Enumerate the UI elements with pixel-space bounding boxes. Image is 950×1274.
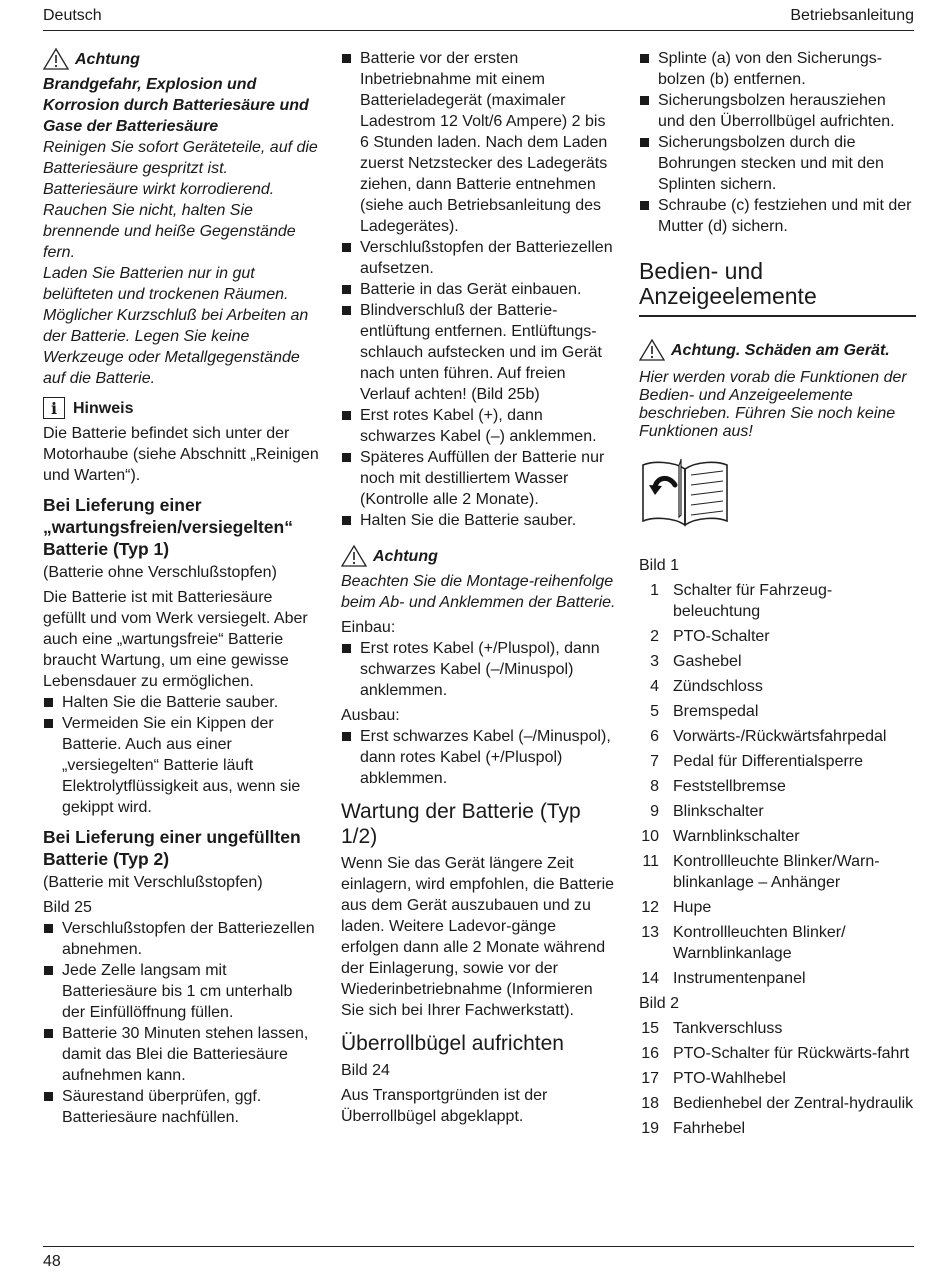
- typ1-text: Die Batterie ist mit Batteriesäure gefüllt und vom Werk versiegelt. Aber auch eine „wartungsfreie“ Batterie braucht Wartung, um eine gewisse Lebensdauer zu ermöglichen.: [43, 589, 308, 690]
- item-number: 6: [650, 728, 659, 745]
- list-item: [639, 1068, 916, 1089]
- section-heading-wartung: Wartung der Batterie (Typ 1/2): [341, 800, 581, 848]
- list-item: Halten Sie die Batterie sauber.: [341, 510, 618, 531]
- list-item: [639, 922, 916, 964]
- list-item: [639, 1093, 916, 1114]
- section-heading-bedien: Bedien- und Anzeigeelemente: [639, 259, 916, 317]
- list-item: [639, 826, 916, 847]
- header-doc-title: Betriebsanleitung: [790, 7, 914, 24]
- figure-reference: Bild 2: [639, 995, 680, 1012]
- column-2: [341, 48, 618, 1127]
- section-heading-ueberroll: Überrollbügel aufrichten: [341, 1032, 564, 1055]
- note-text: Die Batterie befindet sich unter der Motorhaube (siehe Abschnitt „Reinigen und Warten“).: [43, 425, 319, 484]
- list-item: [639, 651, 916, 672]
- item-text: Schalter für Fahrzeug-beleuchtung: [673, 582, 833, 620]
- item-text: Instrumentenpanel: [673, 970, 806, 987]
- item-number: 5: [650, 703, 659, 720]
- warning-heading: [43, 48, 319, 70]
- item-number: 2: [650, 628, 659, 645]
- warning-triangle-icon: [341, 545, 367, 567]
- item-text: Kontrollleuchte Blinker/Warn-blinkanlage – Anhänger: [673, 853, 880, 891]
- list-item: [639, 968, 916, 989]
- warning-paragraph: Reinigen Sie sofort Geräteteile, auf die Batteriesäure gespritzt ist. Batteriesäure wirkt korrodierend.: [43, 139, 318, 198]
- item-number: 9: [650, 803, 659, 820]
- item-text: Bremspedal: [673, 703, 759, 720]
- list-item: Verschlußstopfen der Batteriezellen abnehmen.: [43, 918, 319, 960]
- warning-triangle-icon: [639, 339, 665, 361]
- list-item: Sicherungsbolzen herausziehen und den Überrollbügel aufrichten.: [639, 90, 916, 132]
- item-number: 19: [641, 1120, 659, 1137]
- footer-rule: [43, 1246, 914, 1247]
- list-item: [639, 1018, 916, 1039]
- list-item: Halten Sie die Batterie sauber.: [43, 692, 319, 713]
- item-text: Vorwärts-/Rückwärtsfahrpedal: [673, 728, 887, 745]
- header-language: Deutsch: [43, 7, 102, 24]
- warning-paragraph: Rauchen Sie nicht, halten Sie brennende und heiße Gegenstände fern.: [43, 202, 296, 261]
- note-heading: [43, 397, 319, 419]
- item-text: Blinkschalter: [673, 803, 764, 820]
- wartung-text: Wenn Sie das Gerät längere Zeit einlagern, wird empfohlen, die Batterie aus dem Gerät auszubauen und zu laden. Weitere Ladevor-gänge erfolgen dann alle 2 Monate während der Einlagerung, sowie vor der Wiederinbetriebnahme (Informieren Sie sich bei Ihrer Fachwerkstatt).: [341, 855, 615, 1019]
- ueberroll-text: Aus Transportgründen ist der Überrollbügel abgeklappt.: [341, 1087, 548, 1125]
- list-item: [639, 580, 916, 622]
- legend-list-1: [639, 580, 916, 989]
- item-text: PTO-Schalter: [673, 628, 770, 645]
- list-item: Säurestand überprüfen, ggf. Batteriesäure nachfüllen.: [43, 1086, 319, 1128]
- figure-reference: Bild 24: [341, 1062, 390, 1079]
- item-text: Hupe: [673, 899, 712, 916]
- section-heading-typ1: Bei Lieferung einer „wartungsfreien/versiegelten“ Batterie (Typ 1): [43, 495, 293, 559]
- list-item: Vermeiden Sie ein Kippen der Batterie. Auch aus einer „versiegelten“ Batterie läuft Elektrolytflüssigkeit aus, wenn sie gekippt wird.: [43, 713, 319, 818]
- typ1-paren: (Batterie ohne Verschlußstopfen): [43, 564, 277, 581]
- warning-label: Achtung. Schäden am Gerät.: [671, 341, 890, 359]
- item-text: PTO-Wahlhebel: [673, 1070, 786, 1087]
- list-item: Sicherungsbolzen durch die Bohrungen stecken und mit den Splinten sichern.: [639, 132, 916, 195]
- list-item: Jede Zelle langsam mit Batteriesäure bis 1 cm unterhalb der Einfüllöffnung füllen.: [43, 960, 319, 1023]
- item-number: 3: [650, 653, 659, 670]
- warning-text: Beachten Sie die Montage-reihenfolge beim Ab- und Anklemmen der Batterie.: [341, 573, 616, 611]
- list-item: [639, 897, 916, 918]
- item-number: 10: [641, 828, 659, 845]
- warning-triangle-icon: [43, 48, 69, 70]
- page-header: [43, 6, 914, 31]
- item-number: 12: [641, 899, 659, 916]
- warning-text: Hier werden vorab die Funktionen der Bedien- und Anzeigeelemente beschrieben. Führen Sie noch keine Funktionen aus!: [639, 369, 907, 440]
- note-label: Hinweis: [73, 399, 134, 417]
- page-number: 48: [43, 1253, 61, 1270]
- figure-reference: Bild 1: [639, 557, 680, 574]
- column-3: [639, 48, 916, 1139]
- list-item: [639, 726, 916, 747]
- item-text: Warnblinkschalter: [673, 828, 800, 845]
- ausbau-label: Ausbau:: [341, 707, 400, 724]
- item-number: 8: [650, 778, 659, 795]
- item-text: PTO-Schalter für Rückwärts-fahrt: [673, 1045, 910, 1062]
- list-item: [639, 626, 916, 647]
- list-item: Batterie vor der ersten Inbetriebnahme mit einem Batterieladegerät (maximaler Ladestrom 12 Volt/6 Ampere) 2 bis 6 Stunden laden. Nach dem Laden zuerst Netzstecker des Ladegeräts ziehen, dann Batterie entnehmen (siehe auch Betriebsanleitung des Ladegerätes).: [341, 48, 618, 237]
- figure-reference: Bild 25: [43, 899, 92, 916]
- list-item: Blindverschluß der Batterie-entlüftung entfernen. Entlüftungs-schlauch aufstecken und im Gerät nach unten führen. Auf freien Verlauf achten! (Bild 25b): [341, 300, 618, 405]
- list-item: Schraube (c) festziehen und mit der Mutter (d) sichern.: [639, 195, 916, 237]
- warning-heading: [639, 339, 916, 361]
- item-number: 18: [641, 1095, 659, 1112]
- list-item: Batterie 30 Minuten stehen lassen, damit das Blei die Batteriesäure aufnehmen kann.: [43, 1023, 319, 1086]
- item-number: 13: [641, 924, 659, 941]
- item-number: 1: [650, 582, 659, 599]
- list-item: Erst rotes Kabel (+/Pluspol), dann schwarzes Kabel (–/Minuspol) anklemmen.: [341, 638, 618, 701]
- item-text: Tankverschluss: [673, 1020, 783, 1037]
- list-item: Batterie in das Gerät einbauen.: [341, 279, 618, 300]
- warning-heading: [341, 545, 618, 567]
- item-number: 4: [650, 678, 659, 695]
- list-item: [639, 776, 916, 797]
- list-item: [639, 1118, 916, 1139]
- list-item: Erst schwarzes Kabel (–/Minuspol), dann rotes Kabel (+/Pluspol) abklemmen.: [341, 726, 618, 789]
- item-number: 17: [641, 1070, 659, 1087]
- typ2-paren: (Batterie mit Verschlußstopfen): [43, 874, 263, 891]
- item-number: 15: [641, 1020, 659, 1037]
- list-item: Erst rotes Kabel (+), dann schwarzes Kabel (–) anklemmen.: [341, 405, 618, 447]
- column-1: [43, 48, 319, 1128]
- warning-title: Brandgefahr, Explosion und Korrosion durch Batteriesäure und Gase der Batteriesäure: [43, 76, 309, 135]
- list-item: Späteres Auffüllen der Batterie nur noch mit destilliertem Wasser (Kontrolle alle 2 Monate).: [341, 447, 618, 510]
- item-text: Kontrollleuchten Blinker/ Warnblinkanlage: [673, 924, 846, 962]
- item-number: 7: [650, 753, 659, 770]
- list-item: [639, 676, 916, 697]
- list-item: [639, 801, 916, 822]
- info-icon: i: [43, 397, 65, 419]
- warning-label: Achtung: [75, 50, 140, 68]
- list-item: [639, 701, 916, 722]
- item-text: Bedienhebel der Zentral-hydraulik: [673, 1095, 914, 1112]
- item-number: 14: [641, 970, 659, 987]
- list-item: [639, 751, 916, 772]
- section-heading-typ2: Bei Lieferung einer ungefüllten Batterie (Typ 2): [43, 827, 301, 869]
- list-item: Verschlußstopfen der Batteriezellen aufsetzen.: [341, 237, 618, 279]
- item-text: Gashebel: [673, 653, 742, 670]
- einbau-label: Einbau:: [341, 619, 396, 636]
- item-text: Pedal für Differentialsperre: [673, 753, 864, 770]
- warning-label: Achtung: [373, 547, 438, 565]
- list-item: Splinte (a) von den Sicherungs-bolzen (b) entfernen.: [639, 48, 916, 90]
- warning-paragraph: Laden Sie Batterien nur in gut belüfteten und trockenen Räumen. Möglicher Kurzschluß bei Arbeiten an der Batterie. Legen Sie keine Werkzeuge oder Metallgegenstände auf die Batterie.: [43, 265, 309, 387]
- list-item: [639, 1043, 916, 1064]
- item-number: 16: [641, 1045, 659, 1062]
- list-item: [639, 851, 916, 893]
- open-book-icon: [639, 455, 916, 535]
- item-text: Fahrhebel: [673, 1120, 746, 1137]
- legend-list-2: [639, 1018, 916, 1139]
- item-text: Feststellbremse: [673, 778, 786, 795]
- item-text: Zündschloss: [673, 678, 763, 695]
- item-number: 11: [642, 853, 659, 870]
